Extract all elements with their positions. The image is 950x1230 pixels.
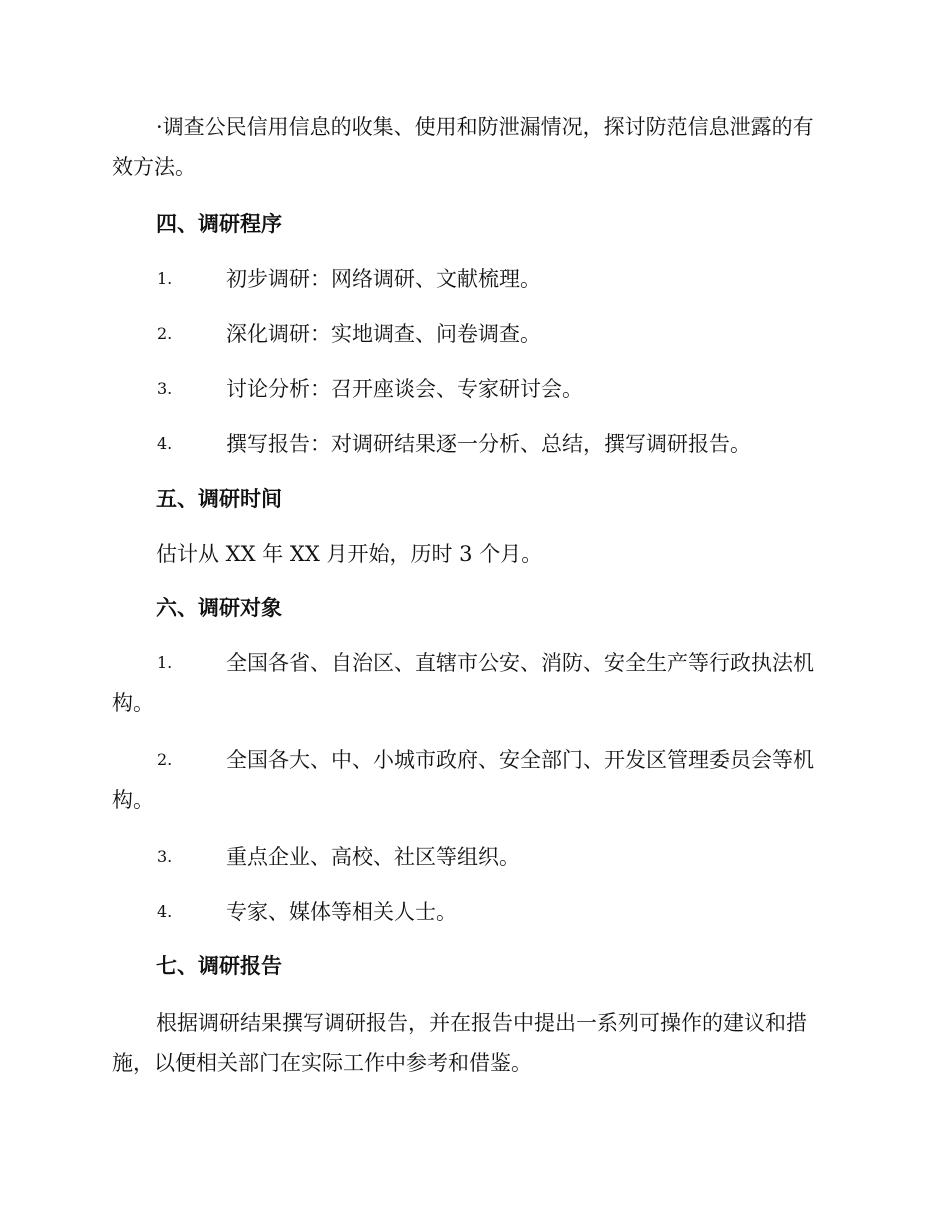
item-text: 全国各省、自治区、直辖市公安、消防、安全生产等行政执法机构。 [112, 651, 814, 715]
item-number: 1. [157, 653, 173, 672]
item-number: 2. [157, 750, 173, 769]
section-6-heading: 六、调研对象 [156, 595, 282, 620]
section-5-heading: 五、调研时间 [156, 486, 282, 511]
item-number: 3. [157, 379, 173, 398]
section-6-item-2 [112, 740, 834, 820]
item-number: 4. [157, 434, 173, 453]
item-text: 讨论分析：召开座谈会、专家研讨会。 [226, 377, 583, 401]
item-number: 1. [157, 269, 173, 288]
section-7-text: 根据调研结果撰写调研报告，并在报告中提出一系列可操作的建议和措施，以便相关部门在实际工作中参考和借鉴。 [112, 1011, 807, 1075]
section-6-item-4 [112, 892, 834, 932]
section-7-heading: 七、调研报告 [156, 953, 282, 978]
item-number: 4. [157, 902, 173, 921]
item-text: 深化调研：实地调查、问卷调查。 [226, 322, 541, 346]
item-text: 初步调研：网络调研、文献梳理。 [226, 267, 541, 291]
intro-bullet-text: 调查公民信用信息的收集、使用和防泄漏情况，探讨防范信息泄露的有效方法。 [112, 115, 814, 179]
item-number: 3. [157, 847, 173, 866]
intro-bullet-paragraph [112, 107, 834, 187]
item-text: 撰写报告：对调研结果逐一分析、总结，撰写调研报告。 [226, 432, 751, 456]
bullet-marker: · [156, 115, 163, 139]
section-4-heading: 四、调研程序 [156, 211, 282, 236]
section-4-item-2 [112, 314, 834, 354]
item-text: 专家、媒体等相关人士。 [226, 900, 457, 924]
section-4-item-3 [112, 369, 834, 409]
section-4-item-4 [112, 424, 834, 464]
item-text: 重点企业、高校、社区等组织。 [226, 845, 520, 869]
section-6-item-3 [112, 837, 834, 877]
section-4-item-1 [112, 259, 834, 299]
section-5-text: 估计从 XX 年 XX 月开始，历时 3 个月。 [156, 542, 543, 566]
item-number: 2. [157, 324, 173, 343]
item-text: 全国各大、中、小城市政府、安全部门、开发区管理委员会等机构。 [112, 748, 814, 812]
section-6-item-1 [112, 643, 834, 723]
